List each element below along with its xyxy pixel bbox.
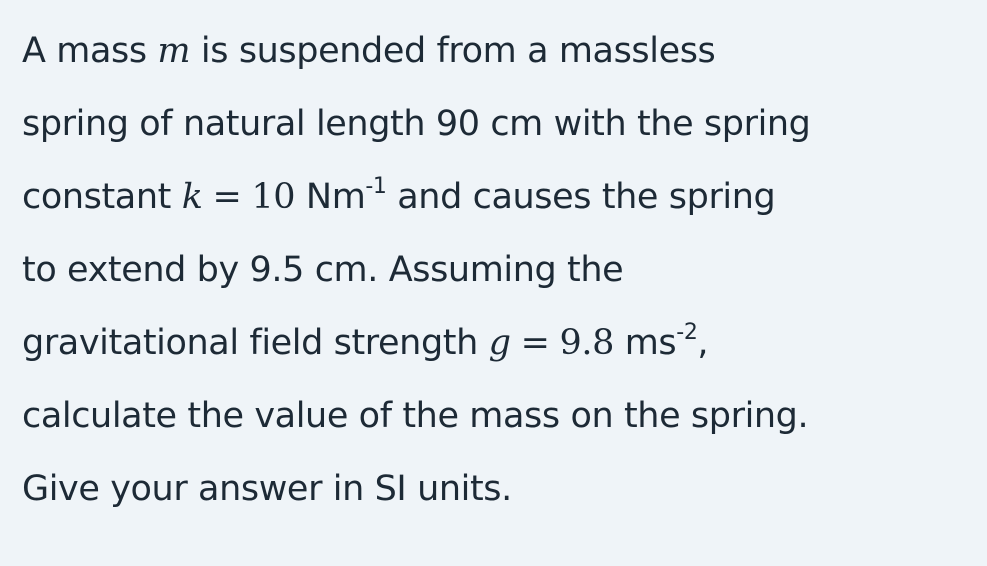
question-line-6 bbox=[22, 384, 977, 457]
variable-m: m bbox=[157, 31, 191, 71]
text-segment: calculate the value of the mass on the spring. bbox=[22, 396, 809, 436]
question-line-3 bbox=[22, 165, 977, 238]
text-segment: Give your answer in SI units. bbox=[22, 469, 512, 509]
text-segment: , bbox=[697, 323, 709, 363]
g-unit-exponent: -2 bbox=[676, 320, 698, 345]
variable-g: g bbox=[488, 323, 511, 363]
variable-k: k bbox=[181, 177, 203, 217]
question-line-2 bbox=[22, 92, 977, 165]
text-segment: to extend by 9.5 cm. Assuming the bbox=[22, 250, 624, 290]
k-unit-exponent: -1 bbox=[365, 174, 387, 199]
question-line-7 bbox=[22, 457, 977, 530]
g-value: 9.8 bbox=[559, 323, 615, 363]
text-segment: spring of natural length 90 cm with the spring bbox=[22, 104, 811, 144]
text-segment: is suspended from a massless bbox=[190, 31, 716, 71]
text-segment: constant bbox=[22, 177, 182, 217]
text-segment: A mass bbox=[22, 31, 158, 71]
k-value: 10 bbox=[251, 177, 296, 217]
question-line-4 bbox=[22, 238, 977, 311]
text-segment: and causes the spring bbox=[386, 177, 776, 217]
g-unit: ms bbox=[614, 323, 677, 363]
equals-sign: = bbox=[520, 323, 550, 363]
k-unit: Nm bbox=[295, 177, 366, 217]
question-line-5 bbox=[22, 311, 977, 384]
question-line-1 bbox=[22, 19, 977, 92]
equals-sign: = bbox=[212, 177, 242, 217]
question-text bbox=[22, 19, 977, 530]
text-segment: gravitational field strength bbox=[22, 323, 489, 363]
